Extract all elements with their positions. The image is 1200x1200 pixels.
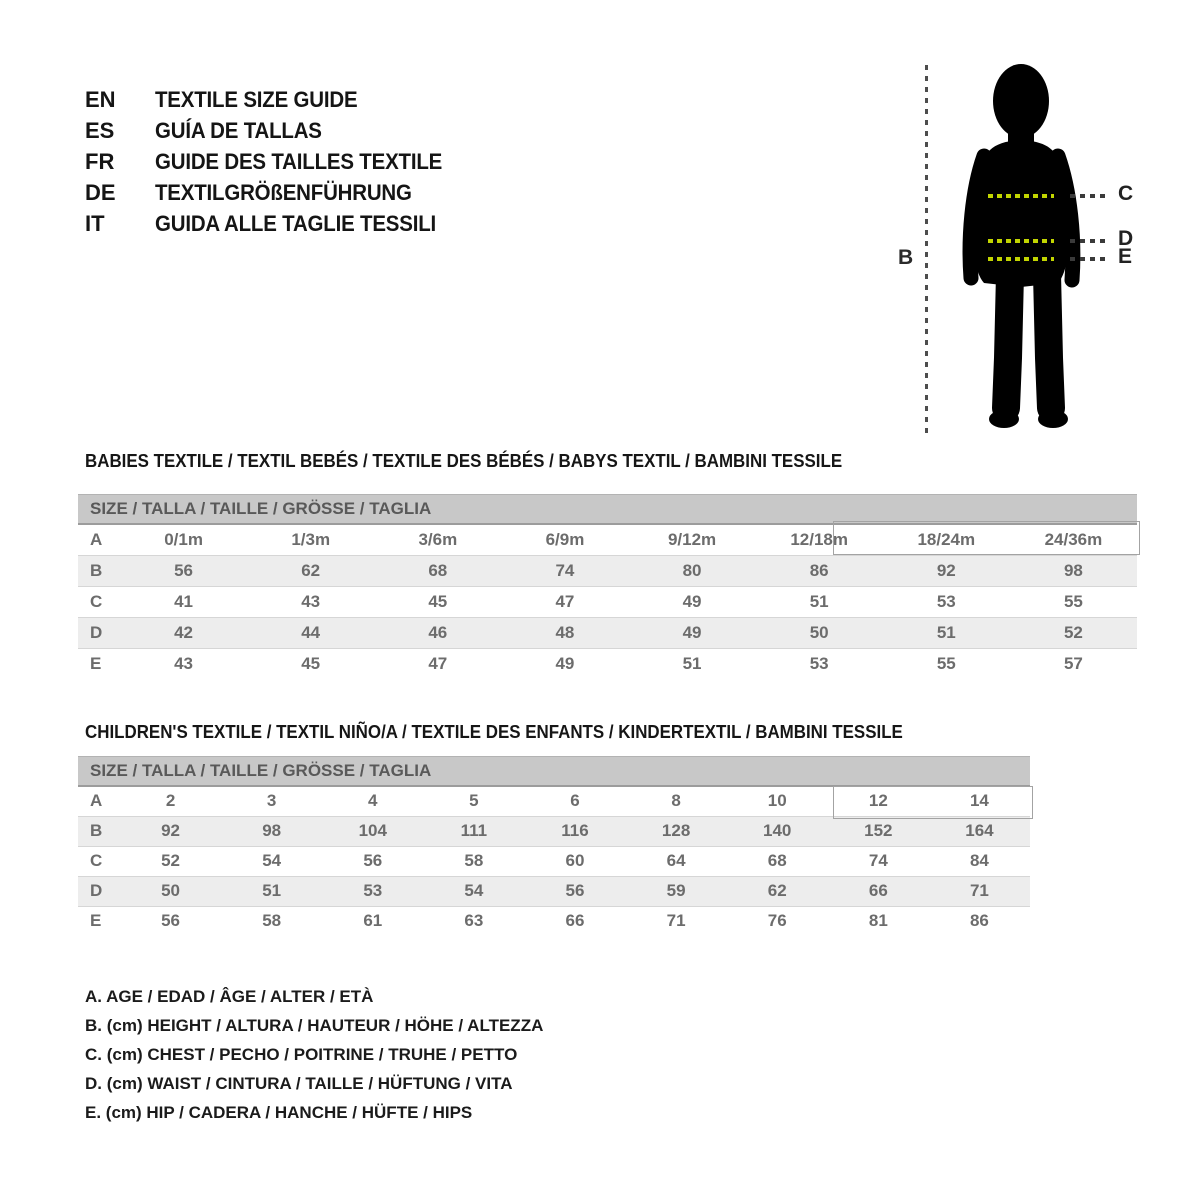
- size-cell: 48: [555, 622, 575, 642]
- row-label: B: [90, 821, 103, 840]
- size-cell: 43: [301, 591, 321, 611]
- size-cell: 9/12m: [667, 529, 717, 549]
- size-cell: 50: [161, 881, 181, 900]
- size-cell: 86: [969, 911, 989, 931]
- size-cell: 6/9m: [545, 529, 585, 549]
- size-cell: 51: [262, 881, 282, 900]
- legend-height: B. (cm) HEIGHT / ALTURA / HAUTEUR / HÖHE / ALTEZZA: [85, 1016, 544, 1035]
- size-cell: 62: [767, 881, 787, 900]
- lang-title: GUÍA DE TALLAS: [155, 118, 322, 143]
- size-cell: 64: [666, 851, 686, 870]
- size-cell: 68: [767, 851, 787, 870]
- size-cell: 98: [262, 821, 282, 840]
- size-cell: 74: [555, 560, 575, 580]
- size-cell: 45: [301, 653, 321, 673]
- table-row-E: [78, 906, 1030, 936]
- size-cell: 104: [358, 821, 387, 840]
- height-measure-label: B: [898, 246, 914, 269]
- size-cell: 55: [1063, 591, 1083, 611]
- legend-hip: E. (cm) HIP / CADERA / HANCHE / HÜFTE / HIPS: [85, 1103, 473, 1122]
- size-cell: 18/24m: [917, 529, 976, 549]
- table-row-E: [78, 648, 1137, 679]
- size-cell: 53: [363, 881, 383, 900]
- lang-title: GUIDE DES TAILLES TEXTILE: [155, 149, 443, 174]
- hip-measure-label: E: [1118, 245, 1133, 268]
- lang-code: IT: [85, 211, 105, 236]
- lang-code: ES: [85, 118, 115, 143]
- size-cell: 2: [165, 791, 176, 811]
- waist-measure-label: D: [1118, 227, 1134, 250]
- size-cell: 140: [763, 821, 792, 840]
- hip-measure-line: [890, 245, 1180, 268]
- child-silhouette-icon: [958, 58, 1088, 430]
- babies-size-highlight-box: [833, 521, 1140, 555]
- lang-row-de: [85, 177, 464, 208]
- size-cell: 1/3m: [291, 529, 331, 549]
- lang-code: FR: [85, 149, 115, 174]
- size-cell: 3: [266, 791, 277, 811]
- table-header-row: [78, 495, 1137, 525]
- size-cell: 56: [174, 560, 194, 580]
- size-cell: 54: [262, 851, 282, 870]
- row-label: C: [90, 851, 103, 870]
- size-cell: 55: [936, 653, 956, 673]
- size-cell: 60: [565, 851, 585, 870]
- size-cell: 50: [809, 622, 829, 642]
- chest-dash-black: [1070, 194, 1108, 198]
- row-label: E: [90, 911, 102, 931]
- size-cell: 61: [363, 911, 383, 931]
- size-cell: 47: [555, 591, 575, 611]
- size-cell: 49: [682, 622, 702, 642]
- size-cell: 51: [809, 591, 829, 611]
- chest-measure-line: [890, 182, 1180, 205]
- children-section-heading: CHILDREN'S TEXTILE / TEXTIL NIÑO/A / TEXTILE DES ENFANTS / KINDERTEXTIL / BAMBINI TESSILE: [85, 722, 903, 742]
- size-cell: 111: [460, 821, 488, 840]
- table-row-D: [78, 876, 1030, 906]
- size-cell: 58: [262, 911, 282, 931]
- size-cell: 66: [565, 911, 585, 931]
- size-cell: 14: [969, 791, 989, 811]
- size-cell: 86: [809, 560, 829, 580]
- size-cell: 49: [682, 591, 702, 611]
- size-cell: 54: [464, 881, 484, 900]
- size-cell: 56: [363, 851, 383, 870]
- lang-title: GUIDA ALLE TAGLIE TESSILI: [155, 211, 437, 236]
- size-cell: 152: [864, 821, 893, 840]
- size-cell: 8: [671, 791, 681, 811]
- size-cell: 71: [969, 881, 989, 900]
- size-cell: 58: [464, 851, 484, 870]
- lang-row-it: [85, 208, 464, 239]
- size-table-header: SIZE / TALLA / TAILLE / GRÖSSE / TAGLIA: [78, 757, 1030, 787]
- row-label: D: [90, 622, 103, 642]
- size-cell: 116: [561, 821, 589, 840]
- hip-dash-green: [988, 257, 1054, 261]
- size-cell: 49: [555, 653, 575, 673]
- size-cell: 3/6m: [418, 529, 458, 549]
- table-row-C: [78, 846, 1030, 876]
- row-label: A: [90, 529, 103, 549]
- legend-chest: C. (cm) CHEST / PECHO / POITRINE / TRUHE / PETTO: [85, 1045, 518, 1064]
- lang-row-fr: [85, 146, 464, 177]
- measurement-legend: [85, 982, 543, 1127]
- size-cell: 74: [868, 851, 888, 870]
- table-row-B: [78, 555, 1137, 586]
- table-row-D: [78, 617, 1137, 648]
- size-cell: 44: [301, 622, 321, 642]
- size-cell: 52: [161, 851, 181, 870]
- lang-title: TEXTILGRÖßENFÜHRUNG: [155, 180, 412, 205]
- size-cell: 6: [570, 791, 580, 811]
- lang-code: EN: [85, 87, 116, 112]
- table-row-B: [78, 816, 1030, 846]
- size-cell: 41: [174, 591, 194, 611]
- hip-dash-black: [1070, 257, 1108, 261]
- table-row-C: [78, 586, 1137, 617]
- size-cell: 59: [666, 881, 686, 900]
- size-cell: 128: [661, 821, 691, 840]
- size-cell: 81: [868, 911, 888, 931]
- row-label: B: [90, 560, 103, 580]
- size-cell: 66: [868, 881, 888, 900]
- legend-waist: D. (cm) WAIST / CINTURA / TAILLE / HÜFTUNG / VITA: [85, 1074, 513, 1093]
- size-cell: 46: [428, 622, 448, 642]
- size-cell: 0/1m: [164, 529, 203, 549]
- size-cell: 84: [969, 851, 989, 870]
- size-cell: 12: [868, 791, 888, 811]
- size-cell: 56: [161, 911, 181, 931]
- size-cell: 10: [767, 791, 787, 811]
- size-cell: 164: [965, 821, 994, 840]
- lang-title: TEXTILE SIZE GUIDE: [155, 87, 358, 112]
- size-cell: 98: [1063, 560, 1083, 580]
- size-cell: 4: [368, 791, 378, 811]
- language-title-list: [85, 84, 464, 239]
- chest-dash-green: [988, 194, 1054, 198]
- size-cell: 80: [682, 560, 702, 580]
- size-cell: 47: [428, 653, 448, 673]
- size-cell: 92: [161, 821, 181, 840]
- table-header-row: [78, 757, 1030, 787]
- size-cell: 92: [936, 560, 956, 580]
- lang-row-es: [85, 115, 464, 146]
- size-cell: 5: [469, 791, 479, 811]
- row-label: E: [90, 653, 102, 673]
- size-cell: 52: [1063, 622, 1083, 642]
- size-cell: 62: [301, 560, 321, 580]
- waist-measure-line: [890, 227, 1180, 250]
- size-cell: 68: [428, 560, 448, 580]
- size-cell: 76: [767, 911, 787, 931]
- height-measure-line: [925, 65, 928, 433]
- measurement-figure: [890, 55, 1180, 445]
- size-cell: 43: [174, 653, 194, 673]
- size-cell: 53: [936, 591, 956, 611]
- size-cell: 24/36m: [1044, 529, 1103, 549]
- children-size-highlight-box: [833, 786, 1033, 819]
- lang-code: DE: [85, 180, 116, 205]
- row-label: A: [90, 791, 103, 811]
- children-size-table: [78, 756, 1030, 936]
- chest-measure-label: C: [1118, 182, 1134, 205]
- size-cell: 12/18m: [790, 529, 849, 549]
- size-cell: 53: [809, 653, 829, 673]
- size-cell: 63: [464, 911, 484, 931]
- waist-dash-green: [988, 239, 1054, 243]
- legend-age: A. AGE / EDAD / ÂGE / ALTER / ETÀ: [85, 987, 374, 1006]
- babies-section-heading: BABIES TEXTILE / TEXTIL BEBÉS / TEXTILE DES BÉBÉS / BABYS TEXTIL / BAMBINI TESSILE: [85, 451, 843, 471]
- waist-dash-black: [1070, 239, 1108, 243]
- row-label: D: [90, 881, 103, 900]
- size-cell: 51: [682, 653, 702, 673]
- size-cell: 51: [936, 622, 956, 642]
- size-cell: 71: [666, 911, 686, 931]
- size-cell: 56: [565, 881, 585, 900]
- size-table-header: SIZE / TALLA / TAILLE / GRÖSSE / TAGLIA: [78, 495, 1137, 525]
- row-label: C: [90, 591, 103, 611]
- lang-row-en: [85, 84, 464, 115]
- size-cell: 57: [1063, 653, 1083, 673]
- size-cell: 45: [428, 591, 448, 611]
- size-cell: 42: [174, 622, 194, 642]
